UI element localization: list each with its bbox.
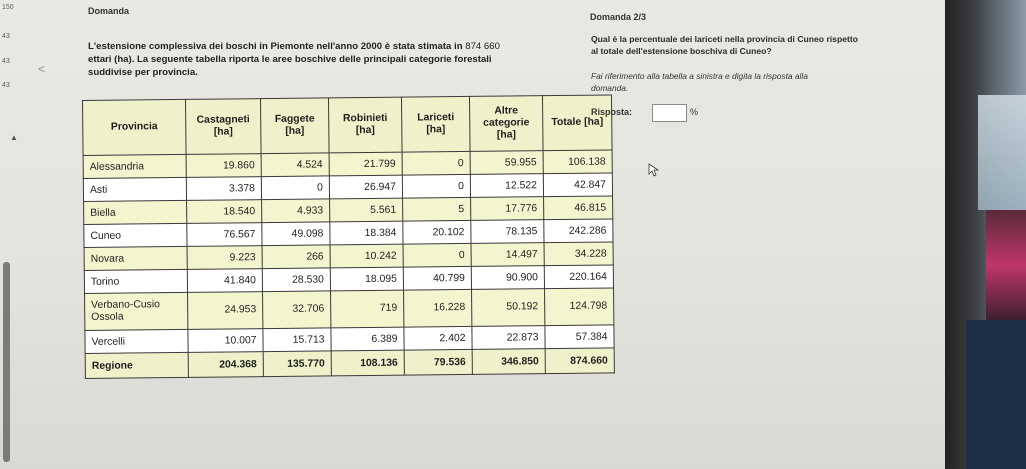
table-cell: 49.098 — [262, 222, 330, 246]
intro-line-2: ettari (ha). La seguente tabella riporta le aree boschive delle principali categorie forestali — [88, 54, 492, 65]
table-cell: 6.389 — [331, 327, 404, 351]
rail-number: 150 — [2, 4, 14, 11]
question-text — [591, 33, 891, 57]
background-highlight — [978, 95, 1026, 210]
table-cell: 90.900 — [471, 266, 544, 290]
table-header-cell: Provincia — [83, 99, 187, 155]
table-cell: 0 — [403, 243, 471, 267]
intro-text: L'estensione complessiva dei boschi in Piemonte nell'anno 2000 è stata stimata in — [88, 41, 463, 52]
table-cell: Asti — [83, 177, 186, 201]
table-cell: 204.368 — [188, 352, 263, 378]
table-cell: 14.497 — [471, 243, 544, 267]
table-cell: 21.799 — [329, 152, 402, 176]
table-cell: Cuneo — [84, 223, 187, 247]
table-header-cell: Castagneti [ha] — [185, 99, 261, 155]
table-cell: Vercelli — [85, 329, 188, 353]
table-cell: 0 — [402, 151, 470, 175]
table-cell: 346.850 — [472, 349, 545, 375]
table-cell: 0 — [261, 176, 329, 200]
table-cell: Alessandria — [83, 154, 186, 178]
table-header-cell: Totale [ha] — [542, 95, 612, 151]
table-cell: 19.860 — [186, 154, 261, 178]
table-cell: 124.798 — [545, 288, 614, 326]
table-cell: 15.713 — [263, 328, 331, 352]
rail-number: 43 — [2, 33, 10, 40]
table-cell: 34.228 — [544, 242, 613, 266]
table-cell: 18.384 — [330, 221, 403, 245]
table-cell: 10.007 — [188, 329, 263, 353]
table-cell: 9.223 — [187, 246, 262, 270]
question-intro — [88, 40, 568, 79]
table-cell: Verbano-Cusio Ossola — [85, 292, 188, 330]
table-cell: 79.536 — [404, 349, 472, 375]
mouse-cursor-icon — [648, 163, 660, 177]
intro-value: 874 660 — [462, 41, 500, 52]
table-cell: 17.776 — [471, 197, 544, 221]
table-cell: 26.947 — [329, 175, 402, 199]
scrollbar[interactable] — [3, 262, 10, 462]
table-cell: 16.228 — [404, 289, 472, 327]
table-cell: 40.799 — [403, 266, 471, 290]
table-cell: 78.135 — [471, 220, 544, 244]
table-cell: Torino — [84, 269, 187, 293]
background-object — [986, 210, 1026, 320]
table-cell: 57.384 — [545, 325, 614, 349]
table-header-cell: Lariceti [ha] — [401, 96, 470, 152]
background-object — [966, 320, 1026, 469]
table-cell: 242.286 — [544, 219, 613, 243]
instruction-line: domanda. — [591, 83, 629, 93]
table-cell: 50.192 — [472, 289, 545, 327]
table-cell: Regione — [85, 352, 188, 378]
table-header-cell: Robinieti [ha] — [328, 97, 402, 153]
table-cell: 18.095 — [330, 267, 403, 291]
answer-input[interactable] — [652, 104, 687, 122]
table-cell: 266 — [262, 245, 330, 269]
table-cell: 59.955 — [470, 151, 543, 175]
table-cell: 28.530 — [262, 268, 330, 292]
question-counter: Domanda 2/3 — [590, 12, 647, 22]
table-cell: 12.522 — [470, 174, 543, 198]
table-cell: Biella — [84, 200, 187, 224]
table-cell: 5.561 — [330, 198, 403, 222]
answer-label: Risposta: — [591, 107, 633, 117]
table-cell: 46.815 — [544, 196, 613, 220]
table-cell: 10.242 — [330, 244, 403, 268]
instruction-line: Fai riferimento alla tabella a sinistra e digita la risposta alla — [591, 71, 808, 81]
background-edge — [945, 0, 1026, 469]
table-cell: 2.402 — [404, 326, 472, 350]
rail-number: 43 — [2, 58, 10, 65]
table-cell: 76.567 — [187, 223, 262, 247]
rail-number: 43 — [2, 82, 10, 89]
table-header-cell: Faggete [ha] — [260, 98, 329, 154]
table-cell: 874.660 — [545, 348, 614, 374]
table-cell: 108.136 — [331, 350, 404, 376]
table-cell: 42.847 — [543, 173, 612, 197]
chevron-left-icon[interactable]: < — [38, 62, 46, 76]
question-line: al totale dell'estensione boschiva di Cuneo? — [591, 46, 772, 56]
percent-unit: % — [690, 107, 699, 117]
table-cell: 41.840 — [187, 269, 262, 293]
intro-line-3: suddivise per provincia. — [88, 67, 198, 78]
table-cell: 106.138 — [543, 150, 612, 174]
table-cell: 32.706 — [263, 291, 331, 329]
table-cell: 0 — [402, 174, 470, 198]
table-total-row — [85, 348, 614, 379]
forest-area-table — [82, 94, 615, 379]
table-cell: 3.378 — [186, 177, 261, 201]
table-cell: 22.873 — [472, 326, 545, 350]
table-cell: 220.164 — [544, 265, 613, 289]
table-cell: Novara — [84, 246, 187, 270]
left-rail — [0, 0, 72, 469]
table-cell: 4.933 — [262, 199, 330, 223]
table-cell: 4.524 — [261, 153, 329, 177]
table-header-row — [83, 95, 613, 156]
intro-line-1 — [88, 40, 568, 53]
table-cell: 135.770 — [263, 351, 331, 377]
question-line: Qual è la percentuale dei lariceti nella provincia di Cuneo rispetto — [591, 34, 858, 44]
caret-up-icon[interactable]: ▲ — [10, 133, 18, 142]
table-cell: 5 — [403, 197, 471, 221]
table-row — [85, 288, 614, 331]
table-cell: 719 — [331, 290, 404, 328]
table-cell: 20.102 — [403, 220, 471, 244]
table-cell: 18.540 — [187, 200, 262, 224]
instruction-text — [591, 70, 861, 94]
table-cell: 24.953 — [188, 292, 263, 330]
table-header-cell: Altre categorie [ha] — [469, 96, 543, 152]
question-header: Domanda — [88, 6, 130, 16]
